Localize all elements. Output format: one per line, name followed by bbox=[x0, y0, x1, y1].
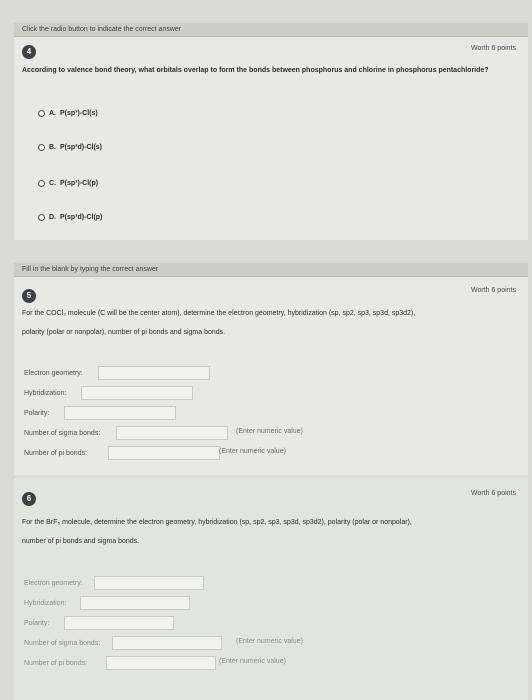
pi-bonds-label: Number of pi bonds: bbox=[24, 450, 88, 457]
sigma-bonds-input[interactable] bbox=[116, 426, 228, 440]
sigma-bonds-label: Number of sigma bonds: bbox=[24, 640, 101, 647]
worth-points: Worth 6 points bbox=[470, 287, 516, 294]
radio-button[interactable] bbox=[38, 180, 45, 187]
hybridization-input[interactable] bbox=[81, 386, 193, 400]
question-text-line-1: For the BrF₅ molecule, determine the electron geometry, hybridization (sp, sp2, sp3, sp3d, sp3d2), polarity (polar or nonpolar), bbox=[22, 519, 412, 526]
sigma-bonds-label: Number of sigma bonds: bbox=[24, 430, 101, 437]
option-text: P(sp³)-Cl(s) bbox=[60, 110, 98, 117]
worth-points: Worth 6 points bbox=[470, 490, 516, 497]
question-text: According to valence bond theory, what orbitals overlap to form the bonds between phosphorus and chlorine in phosphorus pentachloride? bbox=[22, 67, 489, 74]
question-number-badge: 6 bbox=[22, 492, 36, 506]
option-text: P(sp³d)-Cl(s) bbox=[60, 144, 102, 151]
radio-button[interactable] bbox=[38, 110, 45, 117]
question-5-block bbox=[14, 277, 528, 475]
q5-instruction: Fill in the blank by typing the correct answer bbox=[14, 263, 528, 277]
question-text-line-2: polarity (polar or nonpolar), number of pi bonds and sigma bonds. bbox=[22, 329, 226, 336]
numeric-hint: (Enter numeric value) bbox=[219, 448, 286, 455]
polarity-label: Polarity: bbox=[24, 620, 50, 627]
option-d[interactable] bbox=[38, 214, 102, 221]
option-text: P(sp³)-Cl(p) bbox=[60, 180, 99, 187]
option-letter: C. bbox=[49, 180, 56, 187]
electron-geometry-input[interactable] bbox=[94, 576, 204, 590]
question-text-line-2: number of pi bonds and sigma bonds. bbox=[22, 538, 140, 545]
question-6-block bbox=[14, 478, 528, 700]
polarity-input[interactable] bbox=[64, 616, 174, 630]
electron-geometry-label: Electron geometry: bbox=[24, 370, 83, 377]
option-a[interactable] bbox=[38, 110, 98, 117]
electron-geometry-label: Electron geometry: bbox=[24, 580, 83, 587]
polarity-input[interactable] bbox=[64, 406, 176, 420]
question-4-block bbox=[14, 37, 528, 240]
option-letter: A. bbox=[49, 110, 56, 117]
radio-button[interactable] bbox=[38, 144, 45, 151]
q4-instruction: Click the radio button to indicate the correct answer bbox=[14, 23, 528, 37]
numeric-hint: (Enter numeric value) bbox=[219, 658, 286, 665]
electron-geometry-input[interactable] bbox=[98, 366, 210, 380]
worth-points: Worth 6 points bbox=[470, 45, 516, 52]
option-letter: B. bbox=[49, 144, 56, 151]
numeric-hint: (Enter numeric value) bbox=[236, 638, 303, 645]
question-number-badge: 4 bbox=[22, 45, 36, 59]
option-c[interactable] bbox=[38, 180, 98, 187]
polarity-label: Polarity: bbox=[24, 410, 50, 417]
radio-button[interactable] bbox=[38, 214, 45, 221]
hybridization-label: Hybridization: bbox=[24, 390, 67, 397]
pi-bonds-label: Number of pi bonds: bbox=[24, 660, 88, 667]
question-number-badge: 5 bbox=[22, 289, 36, 303]
numeric-hint: (Enter numeric value) bbox=[236, 428, 303, 435]
pi-bonds-input[interactable] bbox=[106, 656, 216, 670]
pi-bonds-input[interactable] bbox=[108, 446, 220, 460]
hybridization-input[interactable] bbox=[80, 596, 190, 610]
option-b[interactable] bbox=[38, 144, 102, 151]
sigma-bonds-input[interactable] bbox=[112, 636, 222, 650]
option-text: P(sp³d)-Cl(p) bbox=[60, 214, 103, 221]
option-letter: D. bbox=[49, 214, 56, 221]
question-text-line-1: For the COCl₂ molecule (C will be the center atom), determine the electron geometry, hybridization (sp, sp2, sp3, sp3d, sp3d2), bbox=[22, 310, 416, 317]
hybridization-label: Hybridization: bbox=[24, 600, 67, 607]
